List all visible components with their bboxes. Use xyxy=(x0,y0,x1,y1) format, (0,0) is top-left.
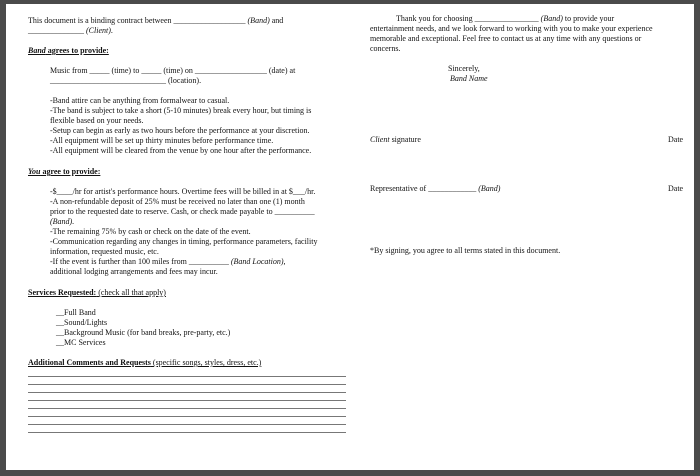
music-line-2: _____________________________ (location). xyxy=(50,76,202,85)
you-provide-heading: You agree to provide: xyxy=(28,167,101,176)
deposit-line-1: -A non-refundable deposit of 25% must be received no later than one (1) month xyxy=(50,197,305,206)
comment-line[interactable] xyxy=(28,408,346,409)
representative-date-label: Date xyxy=(668,184,684,193)
intro-line-1: This document is a binding contract between __________________ (Band) and xyxy=(28,16,284,25)
fee-line: -$____/hr for artist's performance hours. Overtime fees will be billed in at $___/hr. xyxy=(50,187,316,196)
travel-line-1: -If the event is further than 100 miles from __________ (Band Location), xyxy=(50,257,286,266)
signing-note: *By signing, you agree to all terms stated in this document. xyxy=(370,246,561,255)
band-name-signature: Band Name xyxy=(450,74,488,83)
comments-heading: Additional Comments and Requests (specific songs, styles, dress, etc.) xyxy=(28,358,262,367)
band-item: -Band attire can be anything from formalwear to casual. xyxy=(50,96,230,105)
thanks-line-3: memorable and exceptional. Feel free to contact us at any time with any questions or xyxy=(370,34,642,43)
band-item: -Setup can begin as early as two hours before the performance at your discretion. xyxy=(50,126,310,135)
thanks-line-4: concerns. xyxy=(370,44,401,53)
intro-line-2: ______________ (Client). xyxy=(28,26,113,35)
comment-line[interactable] xyxy=(28,416,346,417)
band-item: -All equipment will be cleared from the venue by one hour after the performance. xyxy=(50,146,312,155)
comment-line[interactable] xyxy=(28,384,346,385)
travel-line-2: additional lodging arrangements and fees may incur. xyxy=(50,267,218,276)
service-option-full-band[interactable]: __Full Band xyxy=(56,308,96,317)
deposit-line-3: (Band). xyxy=(50,217,75,226)
sincerely: Sincerely, xyxy=(448,64,480,73)
deposit-line-2: prior to the requested date to reserve. Cash, or check made payable to __________ xyxy=(50,207,315,216)
comment-line[interactable] xyxy=(28,376,346,377)
music-line-1: Music from _____ (time) to _____ (time) on __________________ (date) at xyxy=(50,66,296,75)
comment-line[interactable] xyxy=(28,392,346,393)
service-option-background-music[interactable]: __Background Music (for band breaks, pre-party, etc.) xyxy=(56,328,231,337)
client-signature-label: Client signature xyxy=(370,135,421,144)
comment-line[interactable] xyxy=(28,400,346,401)
thanks-line-1: Thank you for choosing ________________ (Band) to provide your xyxy=(396,14,615,23)
contract-page xyxy=(6,4,694,470)
representative-signature-label: Representative of ____________ (Band) xyxy=(370,184,501,193)
communication-line-1: -Communication regarding any changes in timing, performance parameters, facility xyxy=(50,237,318,246)
band-item: -All equipment will be set up thirty minutes before performance time. xyxy=(50,136,274,145)
remaining-line: -The remaining 75% by cash or check on the date of the event. xyxy=(50,227,251,236)
service-option-sound-lights[interactable]: __Sound/Lights xyxy=(56,318,108,327)
service-option-mc-services[interactable]: __MC Services xyxy=(56,338,106,347)
client-date-label: Date xyxy=(668,135,684,144)
band-item: flexible based on your needs. xyxy=(50,116,144,125)
communication-line-2: information, requested music, etc. xyxy=(50,247,159,256)
thanks-line-2: entertainment needs, and we look forward to working with you to make your experience xyxy=(370,24,653,33)
comment-line[interactable] xyxy=(28,432,346,433)
services-heading: Services Requested: (check all that apply) xyxy=(28,288,166,297)
band-provides-heading: Band agrees to provide: xyxy=(28,46,109,55)
band-item: -The band is subject to take a short (5-10 minutes) break every hour, but timing is xyxy=(50,106,312,115)
comment-line[interactable] xyxy=(28,424,346,425)
